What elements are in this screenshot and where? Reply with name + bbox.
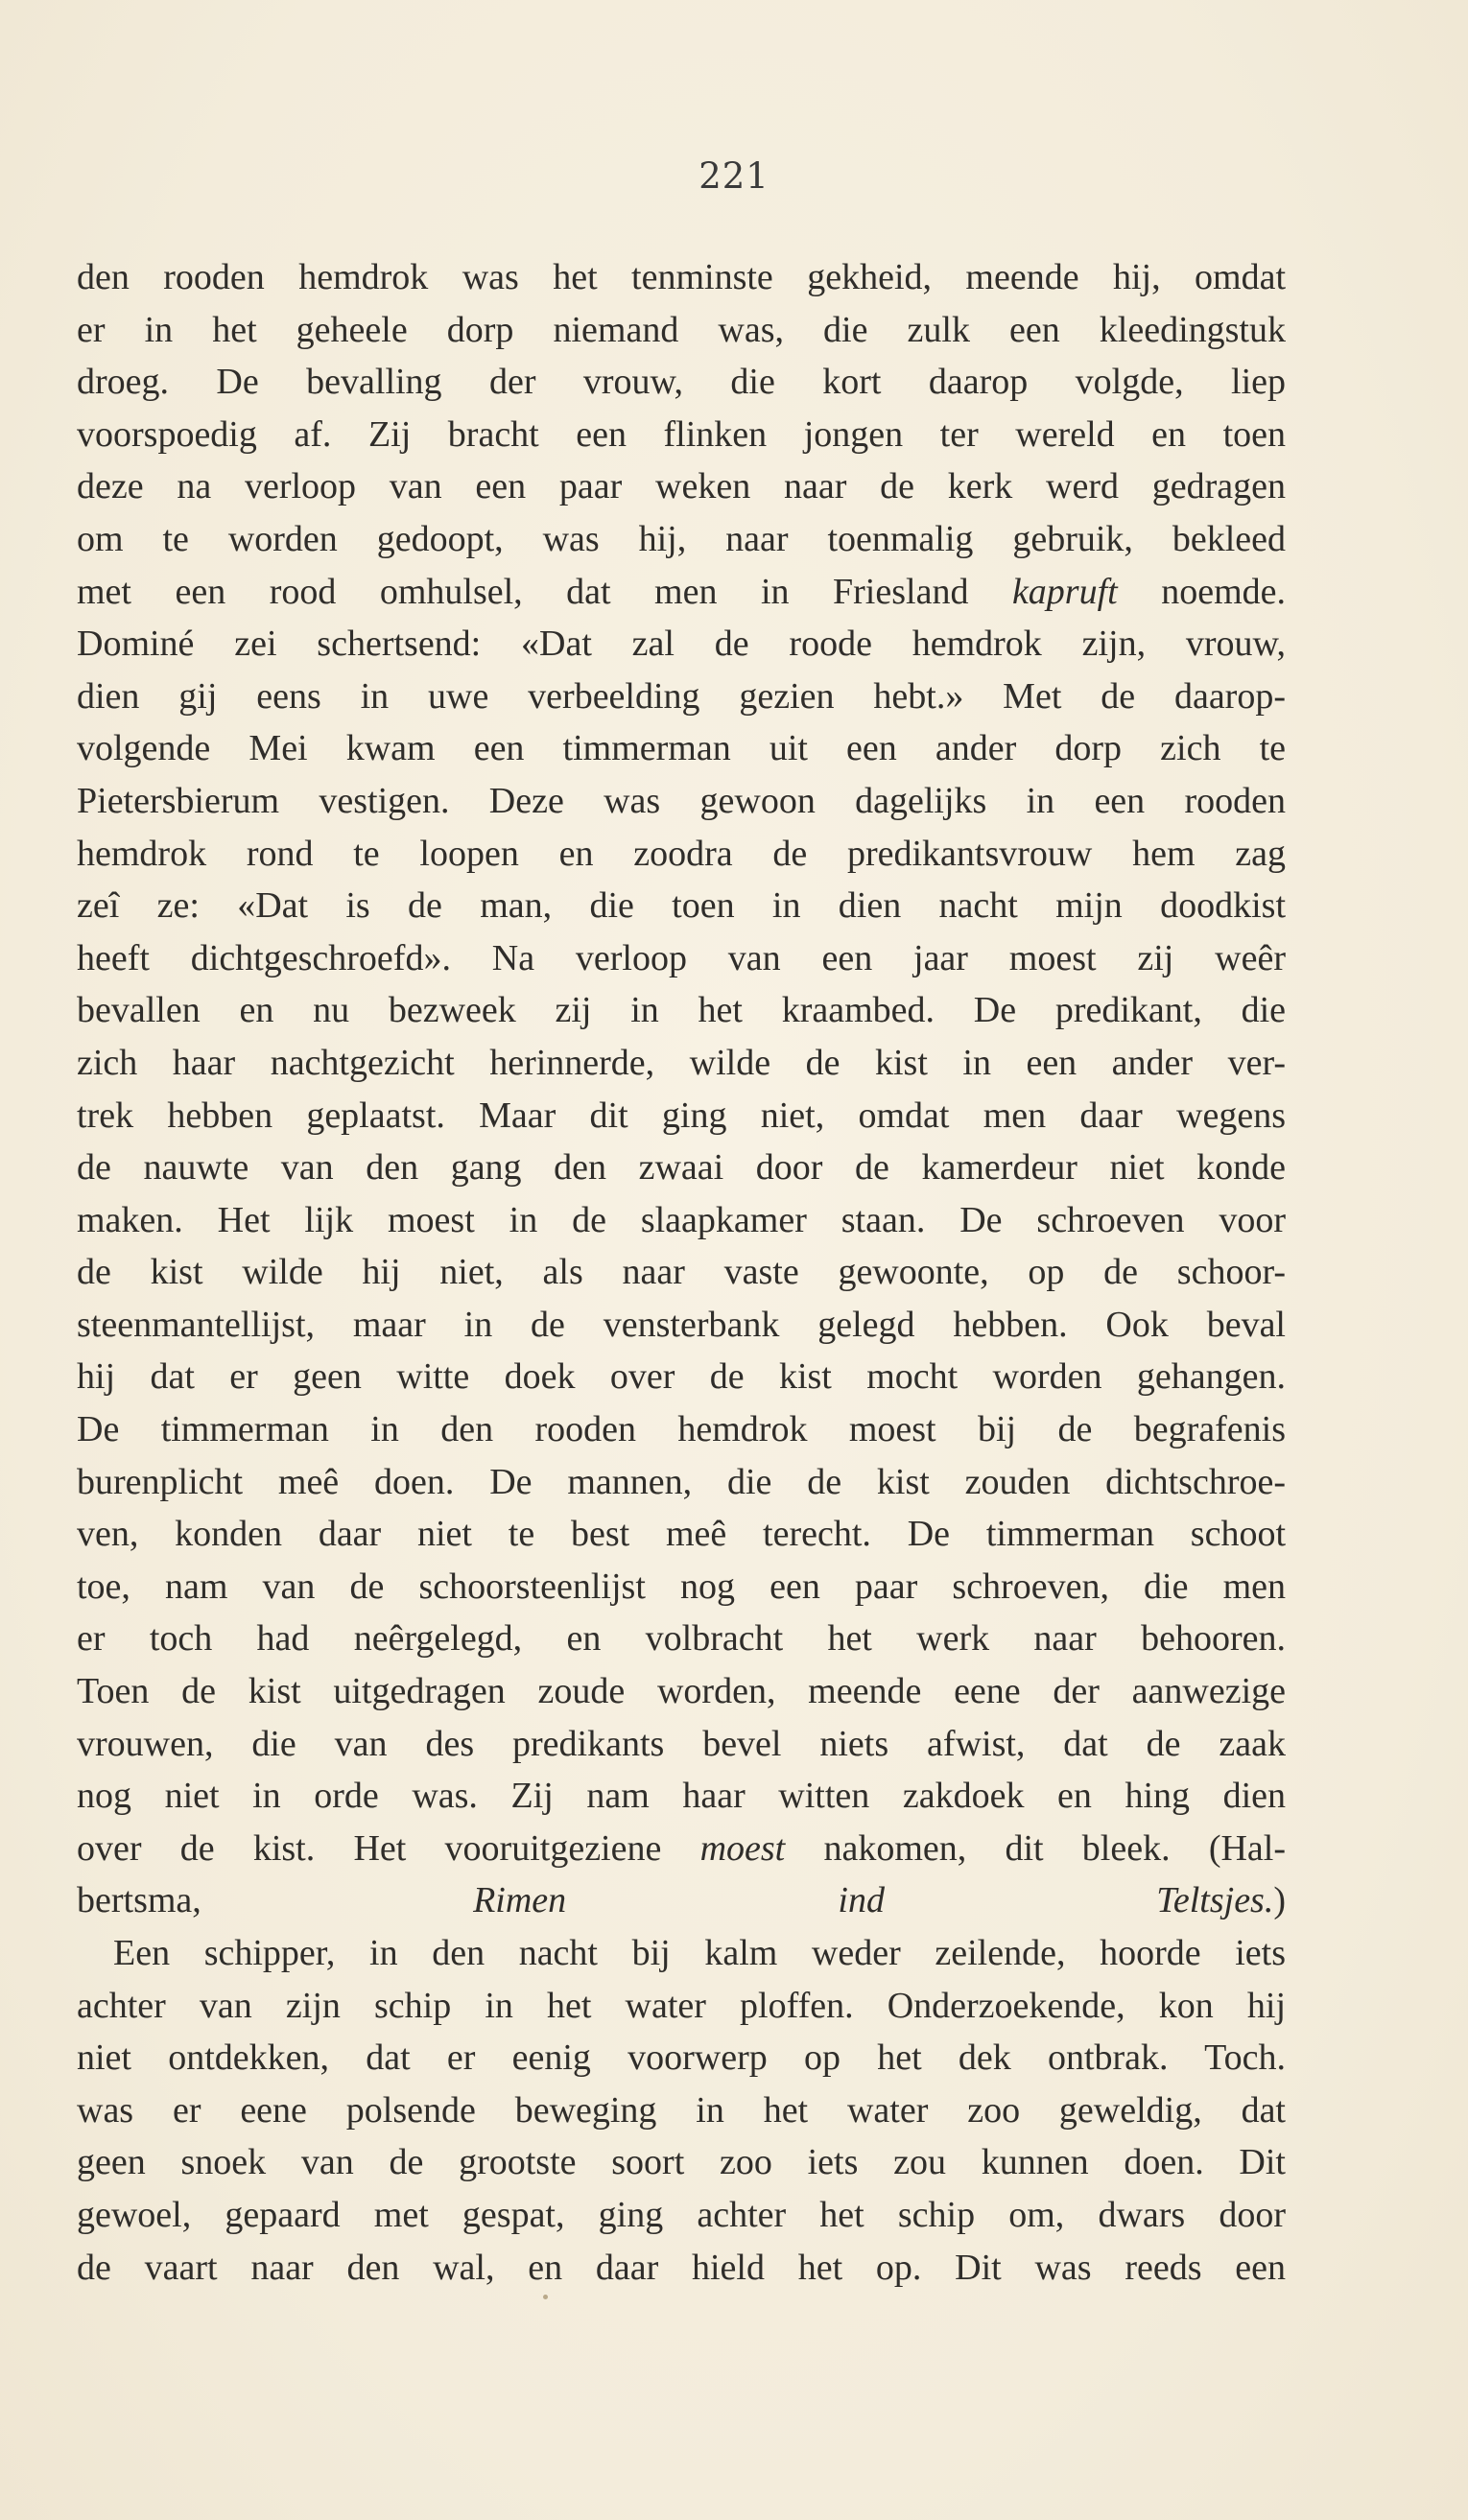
text-line: voorspoedig af. Zij bracht een flinken jongen ter wereld en toen: [77, 413, 1286, 455]
text-line: Een schipper, in den nacht bij kalm weder zeilende, hoorde iets: [113, 1933, 1286, 1973]
text-line: toe, nam van de schoorsteenlijst nog een paar schroeven, die men: [77, 1566, 1286, 1607]
text-run: over de kist. Het vooruitgeziene: [77, 1827, 700, 1869]
text-line: er toch had neêrgelegd, en volbracht het werk naar behooren.: [77, 1618, 1286, 1660]
text-line: niet ontdekken, dat er eenig voorwerp op het dek ontbrak. Toch.: [77, 2037, 1286, 2079]
text-run: ): [1273, 1880, 1287, 1921]
text-line: deze na verloop van een paar weken naar de kerk werd gedragen: [77, 466, 1286, 507]
page-number: 221: [698, 155, 770, 197]
text-line: gewoel, gepaard met gespat, ging achter het schip om, dwars door: [77, 2194, 1286, 2235]
text-line: nog niet in orde was. Zij nam haar witten zakdoek en hing dien: [77, 1776, 1286, 1817]
text-line: hij dat er geen witte doek over de kist mocht worden gehangen.: [77, 1356, 1286, 1398]
text-run: met een rood omhulsel, dat men in Friesland: [77, 571, 1012, 612]
text-line: Toen de kist uitgedragen zoude worden, meende eene der aanwezige: [77, 1671, 1286, 1712]
text-line: de kist wilde hij niet, als naar vaste gewoonte, op de schoor-: [77, 1252, 1286, 1293]
paper-speck: [543, 2295, 548, 2299]
text-line: was er eene polsende beweging in het water zoo geweldig, dat: [77, 2089, 1286, 2131]
italic-term: kapruft: [1011, 571, 1118, 612]
text-run: nakomen, dit bleek. (Hal-: [785, 1827, 1287, 1869]
text-line: achter van zijn schip in het water ploffen. Onderzoekende, kon hij: [77, 1985, 1286, 2026]
text-line: volgende Mei kwam een timmerman uit een ander dorp zich te: [77, 728, 1286, 769]
text-line: vrouwen, die van des predikants bevel niets afwist, dat de zaak: [77, 1723, 1286, 1764]
text-line: zeî ze: «Dat is de man, die toen in dien nacht mijn doodkist: [77, 885, 1286, 927]
text-line: steenmantellijst, maar in de vensterbank gelegd hebben. Ook beval: [77, 1304, 1286, 1345]
text-line: [77, 1874, 1286, 1927]
text-line: zich haar nachtgezicht herinnerde, wilde de kist in een ander ver-: [77, 1042, 1286, 1083]
text-line: dien gij eens in uwe verbeelding gezien hebt.» Met de daarop-: [77, 675, 1286, 717]
italic-term: Rimen ind Teltsjes.: [473, 1880, 1274, 1921]
body-text: [77, 251, 1286, 2294]
text-line: hemdrok rond te loopen en zoodra de predikantsvrouw hem zag: [77, 833, 1286, 874]
text-line: De timmerman in den rooden hemdrok moest bij de begrafenis: [77, 1409, 1286, 1450]
text-line: den rooden hemdrok was het tenminste gekheid, meende hij, omdat: [77, 257, 1286, 297]
text-line: maken. Het lijk moest in de slaapkamer staan. De schroeven voor: [77, 1199, 1286, 1240]
text-line: de nauwte van den gang den zwaai door de kamerdeur niet konde: [77, 1147, 1286, 1189]
text-line: trek hebben geplaatst. Maar dit ging niet, omdat men daar wegens: [77, 1095, 1286, 1136]
text-line: ven, konden daar niet te best meê terecht. De timmerman schoot: [77, 1514, 1286, 1555]
text-line: bevallen en nu bezweek zij in het kraambed. De predikant, die: [77, 990, 1286, 1031]
text-run: bertsma,: [77, 1880, 474, 1921]
text-line: de vaart naar den wal, en daar hield het op. Dit was reeds een: [77, 2247, 1286, 2288]
text-line: heeft dichtgeschroefd». Na verloop van een jaar moest zij weêr: [77, 937, 1286, 978]
text-line: droeg. De bevalling der vrouw, die kort daarop volgde, liep: [77, 362, 1286, 403]
text-line: er in het geheele dorp niemand was, die zulk een kleedingstuk: [77, 309, 1286, 350]
text-run: noemde.: [1117, 571, 1286, 612]
text-line: Pietersbierum vestigen. Deze was gewoon dagelijks in een rooden: [77, 780, 1286, 821]
text-line: [77, 1823, 1286, 1875]
text-line: [77, 566, 1286, 619]
text-line: geen snoek van de grootste soort zoo iets zou kunnen doen. Dit: [77, 2142, 1286, 2183]
text-line: burenplicht meê doen. De mannen, die de kist zouden dichtschroe-: [77, 1461, 1286, 1502]
italic-term: moest: [699, 1827, 786, 1869]
text-line: Dominé zei schertsend: «Dat zal de roode hemdrok zijn, vrouw,: [77, 624, 1286, 665]
text-line: om te worden gedoopt, was hij, naar toenmalig gebruik, bekleed: [77, 518, 1286, 559]
